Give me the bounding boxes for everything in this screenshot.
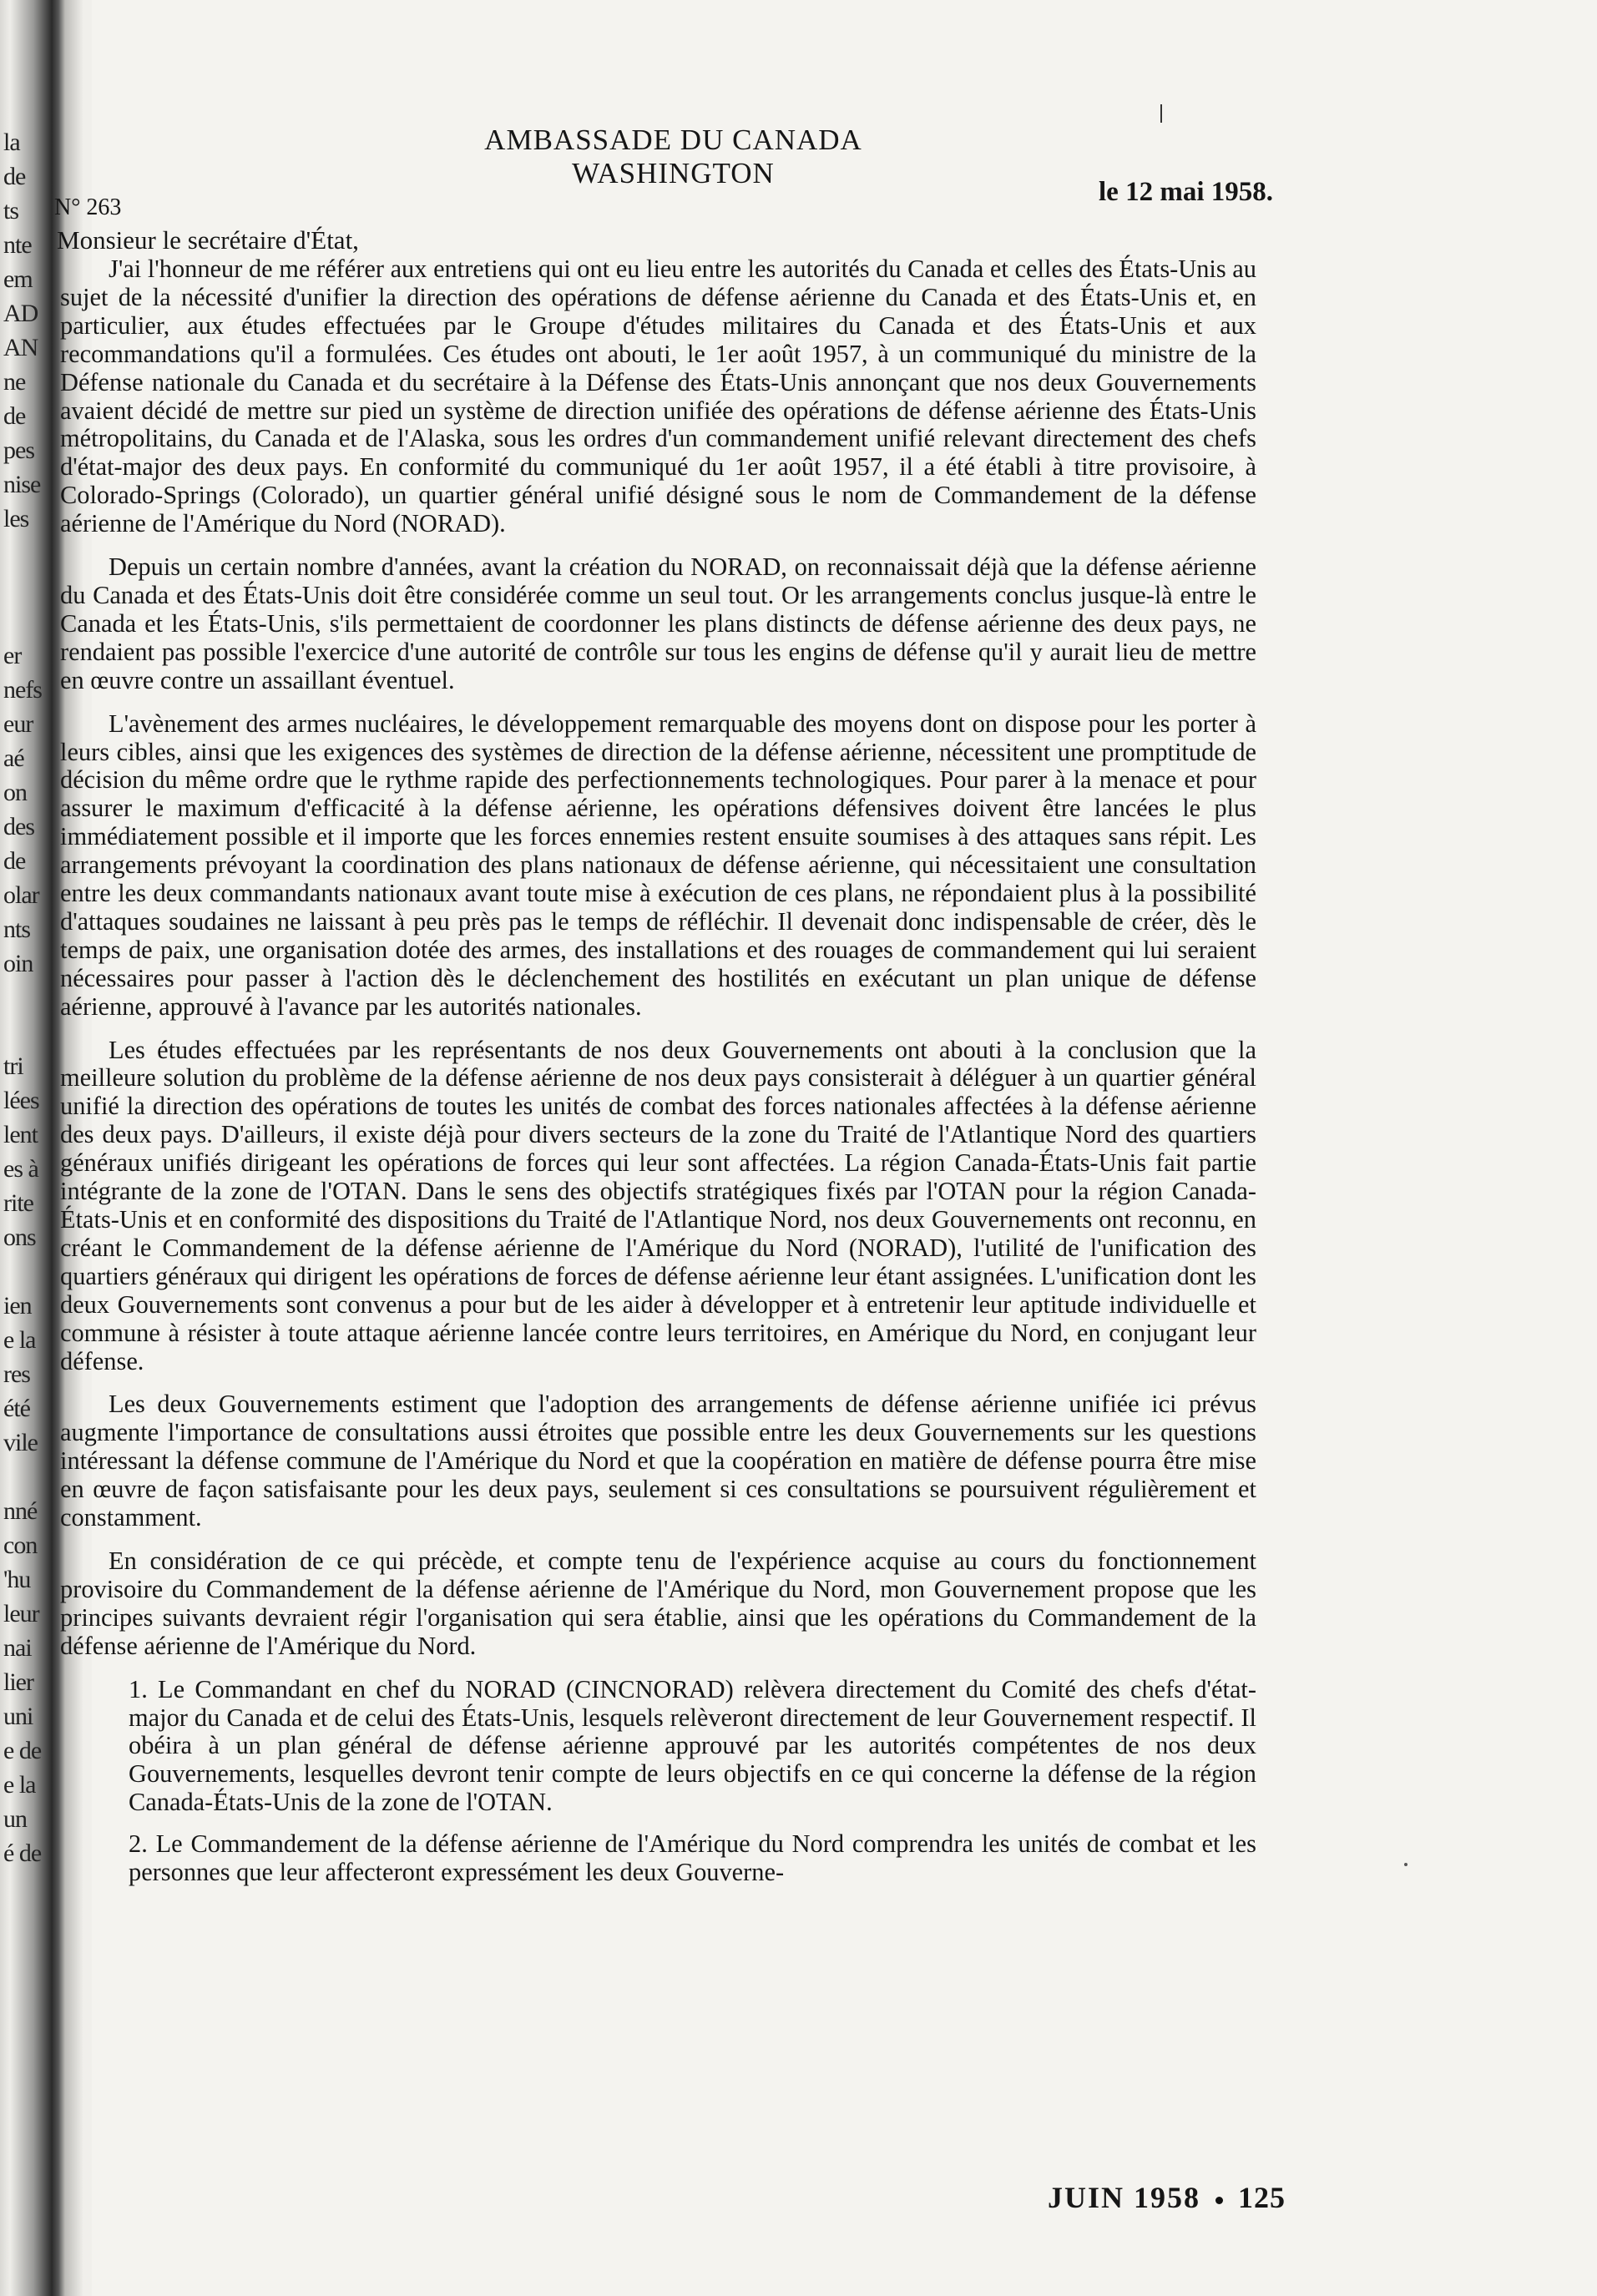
header-embassy: AMBASSADE DU CANADA bbox=[484, 124, 862, 156]
salutation: Monsieur le secrétaire d'État, bbox=[57, 225, 359, 255]
paragraph-6: En considération de ce qui précède, et compte tenu de l'expérience acquise au cours du fonctionnement provisoire du Commandement de la défense aérienne de l'Amérique du Nord, mon Gouvernement propose que les principes suivants devraient régir l'organisation qui sera établie, ainsi que les opérations du Commandement de la défense aérienne de l'Amérique du Nord. bbox=[60, 1546, 1256, 1660]
paragraph-2: Depuis un certain nombre d'années, avant la création du NORAD, on reconnaissait déjà que la défense aérienne du Canada et des États-Unis doit être considérée comme un seul tout. Or les arrangements conclus jusque-là entre le Canada et les États-Unis, s'ils permettaient de coordonner les plans distincts de défense aérienne des deux pays, ne rendaient pas possible l'exercice d'une autorité de contrôle sur tous les engins de défense qu'il y aurait lieu de mettre en œuvre contre un assaillant éventuel. bbox=[60, 553, 1256, 694]
paragraph-5: Les deux Gouvernements estiment que l'adoption des arrangements de défense aérienne unifiée ici prévus augmente l'importance de consultations aussi étroites que possible entre les deux Gouvernements sur les questions intéressant la défense commune de l'Amérique du Nord et que la coopération en matière de défense pourra être mise en œuvre de façon satisfaisante pour les deux pays, seulement si ces consultations se poursuivent régulièrement et constamment. bbox=[60, 1390, 1256, 1532]
adjacent-page-margin-text: la de ts nte em AD AN ne de pes nise les er nefs eur aé on des de olar nts oin tri lées lent es à rite ons ien e la res été vile nné con 'hu leur nai lier uni e de e la un é de bbox=[3, 129, 42, 1867]
scan-mark bbox=[1160, 104, 1162, 123]
paragraph-3: L'avènement des armes nucléaires, le développement remarquable des moyens dont on dispose pour les porter à leurs cibles, ainsi que les exigences des systèmes de direction de la défense aérienne, nécessitent une promptitude de décision du même ordre que le rythme rapide des perfectionnements technologiques. Pour parer à la menace et pour assurer le maximum d'efficacité à la défense aérienne, les opérations défensives doivent être lancées le plus immédiatement possible et il importe que les forces ennemies restent ensuite soumises à des attaques sans répit. Les arrangements prévoyant la coordination des plans nationaux de défense aérienne, qui nécessitaient une consultation entre les deux commandants nationaux avant toute mise à exécution de ces plans, ne répondaient plus à la possibilité d'attaques soudaines ne laissant à peu près pas le temps de réfléchir. Il devenait donc indispensable de créer, dès le temps de paix, une organisation dotée des armes, des installations et des rouages de commandement qui lui seraient nécessaires pour passer à l'action dès le déclenchement des hostilités en exécutant un plan unique de défense aérienne, approuvé à l'avance par les autorités nationales. bbox=[60, 709, 1256, 1021]
header-city: WASHINGTON bbox=[572, 157, 775, 189]
paragraph-4: Les études effectuées par les représentants de nos deux Gouvernements ont abouti à la conclusion que la meilleure solution du problème de la défense aérienne de nos deux pays consisterait à déléguer à un quartier général unifié la direction des opérations de toutes les unités de combat des forces nationales affectées à la défense aérienne des deux pays. D'ailleurs, il existe déjà pour divers secteurs de la zone du Traité de l'Atlantique Nord des quartiers généraux unifiés dirigeant les opérations de forces qui leur sont affectées. La région Canada-États-Unis fait partie intégrante de la zone de l'OTAN. Dans le sens des objectifs stratégiques fixés par l'OTAN pour la région Canada-États-Unis et en conformité des dispositions du Traité de l'Atlantique Nord, nos deux Gouvernements ont reconnu, en créant le Commandement de la défense aérienne de l'Amérique du Nord (NORAD), l'utilité de l'unification des quartiers généraux qui dirigent les opérations de forces de défense aérienne leur étant assignées. L'unification dont les deux Gouvernements sont convenus a pour but de les aider à développer et à entretenir leur aptitude individuelle et commune à résister à toute attaque aérienne lancée contre leurs territoires, en Amérique du Nord, en conjugant leur défense. bbox=[60, 1035, 1256, 1375]
bullet-separator-icon bbox=[1215, 2197, 1223, 2204]
numbered-item-2: 2. Le Commandement de la défense aérienne de l'Amérique du Nord comprendra les unités de combat et les personnes que leur affecteront expressément les deux Gouverne- bbox=[129, 1829, 1256, 1887]
numbered-item-1: 1. Le Commandant en chef du NORAD (CINCNORAD) relèvera directement du Comité des chefs d'état-major du Canada et de celui des États-Unis, lesquels relèveront directement de leur Gouvernement respectif. Il obéira à un plan général de défense aérienne approuvé par les autorités compétentes de nos deux Gouvernements, lesquelles devront tenir compte de leurs objectifs en ce qui concerne la défense de la région Canada-États-Unis de la zone de l'OTAN. bbox=[129, 1674, 1256, 1817]
footer-issue: JUIN 1958 bbox=[1048, 2181, 1201, 2214]
document-page bbox=[50, 0, 1286, 2296]
reference-number: N° 263 bbox=[54, 194, 122, 220]
paragraph-1: J'ai l'honneur de me référer aux entretiens qui ont eu lieu entre les autorités du Canada et celles des États-Unis au sujet de la nécessité d'unifier la direction des opérations de défense aérienne du Canada et des États-Unis et, en particulier, aux études effectuées par le Groupe d'études militaires du Canada et des États-Unis et aux recommandations qu'il a formulées. Ces études ont abouti, le 1er août 1957, à un communiqué du ministre de la Défense nationale du Canada et du secrétaire à la Défense des États-Unis annonçant que nos deux Gouvernements avaient décidé de mettre sur pied un système de direction unifiée des opérations de défense aérienne des États-Unis métropolitains, du Canada et de l'Alaska, sous les ordres d'un commandement unifié relevant directement des chefs d'état-major des deux pays. En conformité du communiqué du 1er août 1957, il a été établi à titre provisoire, à Colorado-Springs (Colorado), un quartier général unifié désigné sous le nom de Commandement de la défense aérienne de l'Amérique du Nord (NORAD). bbox=[60, 255, 1256, 538]
scan-speck bbox=[1404, 1863, 1407, 1866]
letter-date: le 12 mai 1958. bbox=[1099, 177, 1273, 207]
page-footer bbox=[1048, 2180, 1286, 2215]
letter-body bbox=[60, 255, 1256, 1900]
page-number: 125 bbox=[1238, 2181, 1286, 2214]
